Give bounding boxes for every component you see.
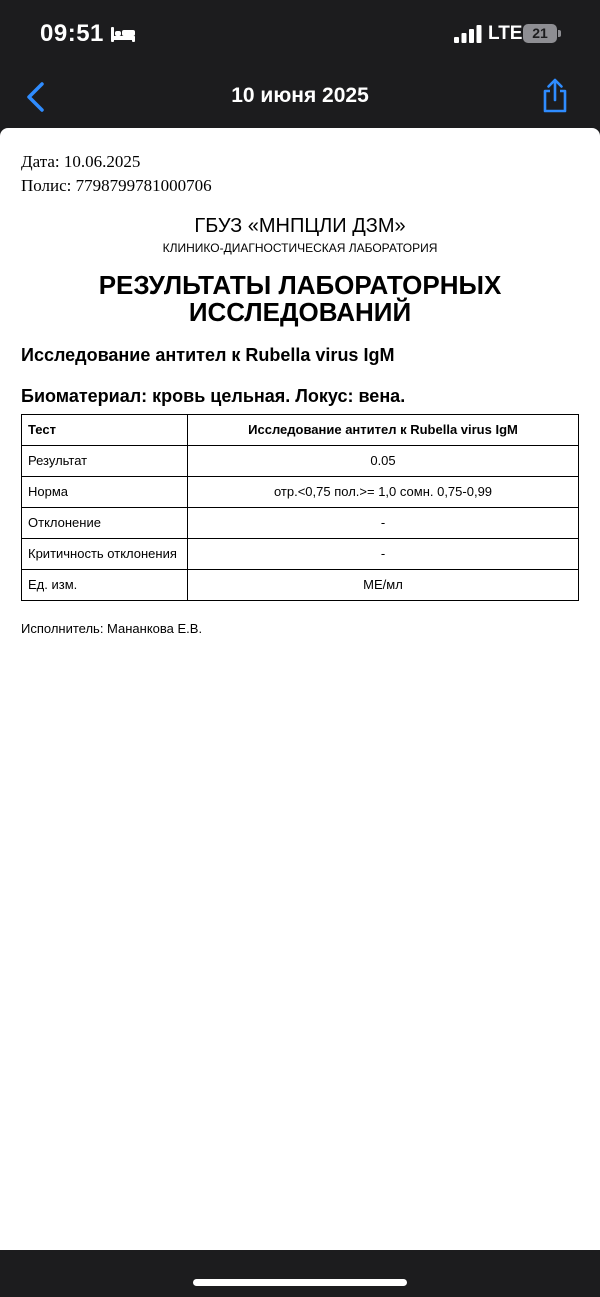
status-bar — [0, 0, 600, 66]
table-row — [22, 508, 579, 539]
study-title: Исследование антител к Rubella virus IgM — [21, 345, 395, 365]
row-value: МЕ/мл — [188, 570, 579, 601]
table-row — [22, 477, 579, 508]
org-name: ГБУЗ «МНПЦЛИ ДЗМ» — [194, 215, 406, 237]
document-title-line-2: ИССЛЕДОВАНИЙ — [188, 297, 412, 327]
table-row — [22, 446, 579, 477]
status-time: 09:51 — [40, 20, 104, 47]
policy-line: Полис: 7798799781000706 — [21, 176, 212, 195]
document-sheet — [0, 128, 600, 1250]
row-label: Ед. изм. — [22, 570, 188, 601]
share-icon[interactable] — [540, 78, 570, 114]
results-table — [21, 414, 579, 601]
table-header-row — [22, 415, 579, 446]
table-row — [22, 539, 579, 570]
date-line: Дата: 10.06.2025 — [21, 152, 141, 171]
biomaterial-line: Биоматериал: кровь цельная. Локус: вена. — [21, 386, 406, 406]
page-title: 10 июня 2025 — [231, 84, 369, 107]
document-meta — [21, 150, 212, 198]
sleep-focus-icon — [110, 25, 136, 43]
row-value: отр.<0,75 пол.>= 1,0 сомн. 0,75-0,99 — [188, 477, 579, 508]
table-header-cell: Тест — [22, 415, 188, 446]
row-value: - — [188, 539, 579, 570]
document-title — [0, 272, 600, 326]
row-value: 0.05 — [188, 446, 579, 477]
table-header-cell: Исследование антител к Rubella virus IgM — [188, 415, 579, 446]
table-row — [22, 570, 579, 601]
row-value: - — [188, 508, 579, 539]
row-label: Отклонение — [22, 508, 188, 539]
network-type: LTE — [488, 23, 523, 44]
lab-name: КЛИНИКО-ДИАГНОСТИЧЕСКАЯ ЛАБОРАТОРИЯ — [162, 241, 438, 255]
row-label: Результат — [22, 446, 188, 477]
signal-bars-icon — [454, 25, 482, 43]
battery-nub — [558, 30, 561, 37]
nav-bar — [0, 66, 600, 128]
row-label: Норма — [22, 477, 188, 508]
home-indicator[interactable] — [193, 1279, 407, 1286]
performer-line: Исполнитель: Мананкова Е.В. — [21, 621, 203, 636]
row-label: Критичность отклонения — [22, 539, 188, 570]
battery-indicator: 21 — [523, 24, 557, 43]
document-title-line-1: РЕЗУЛЬТАТЫ ЛАБОРАТОРНЫХ — [98, 270, 502, 300]
